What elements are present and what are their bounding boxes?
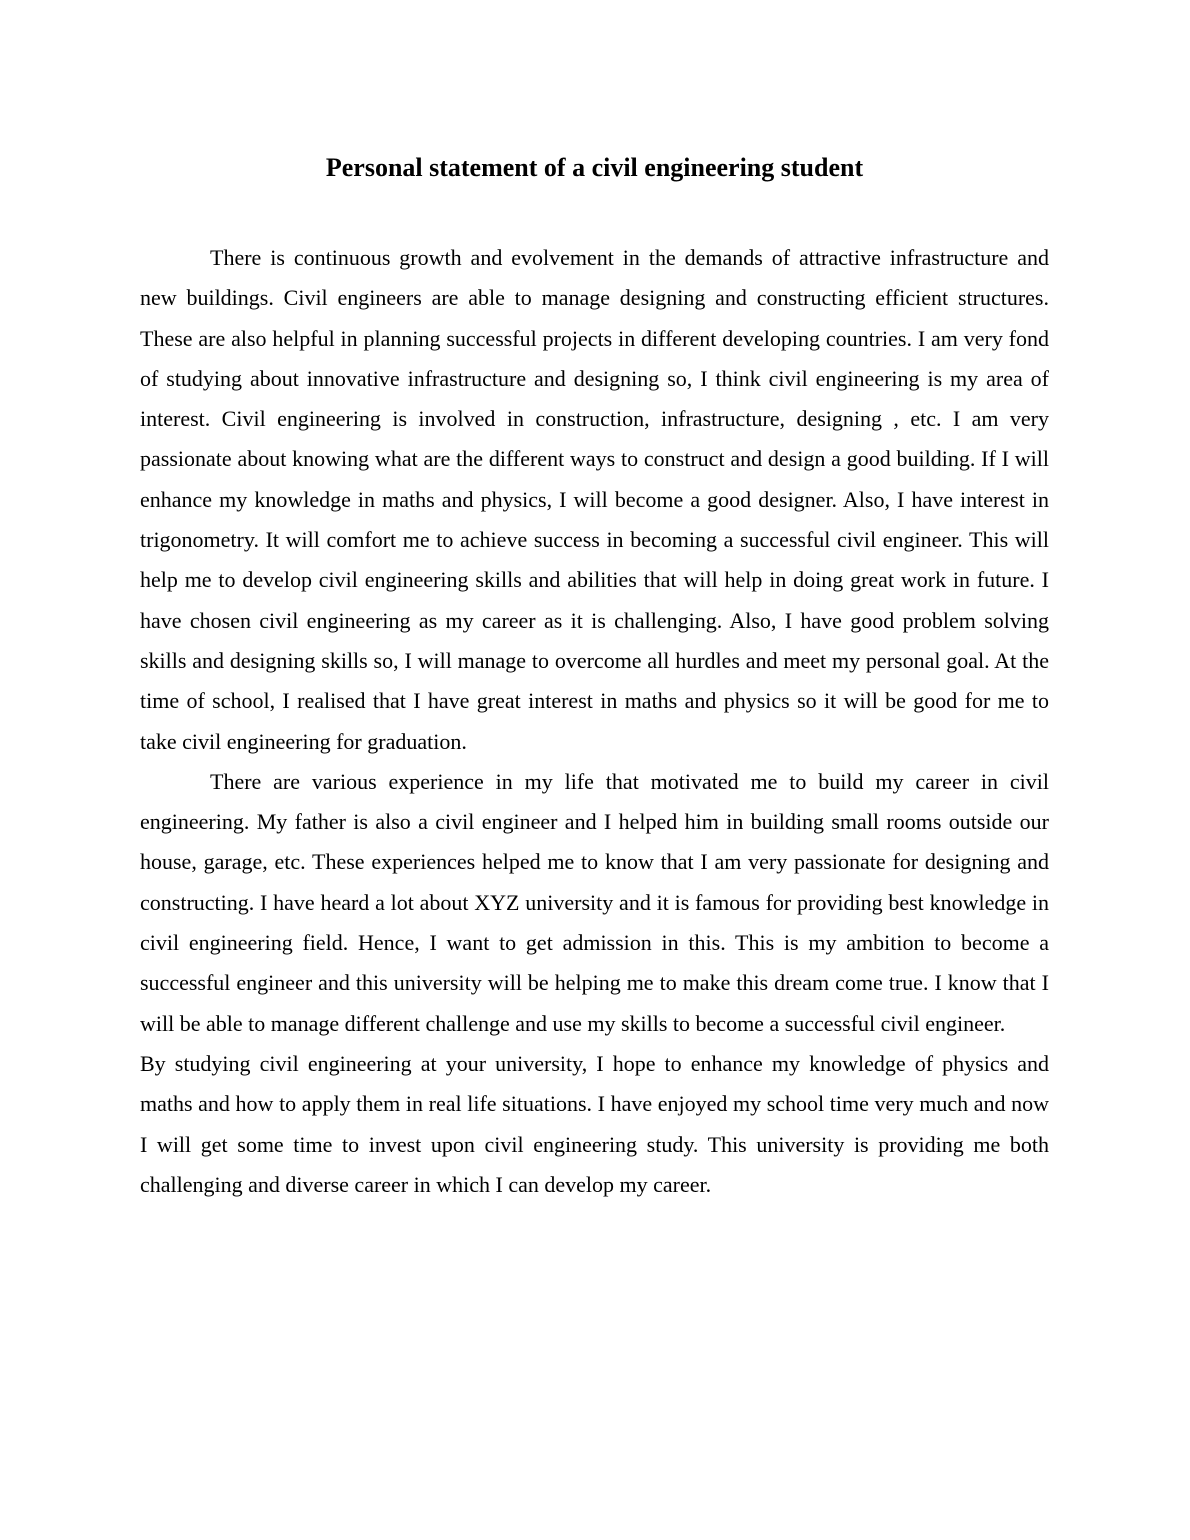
- document-title: Personal statement of a civil engineering student: [325, 153, 864, 182]
- paragraph-experience: There are various experience in my life that motivated me to build my career in civil engineering. My father is also a civil engineer and I helped him in building small rooms outside our house, garage, etc. These experiences helped me to know that I am very passionate for designing and constructing. I have heard a lot about XYZ university and it is famous for providing best knowledge in civil engineering field. Hence, I want to get admission in this. This is my ambition to become a successful engineer and this university will be helping me to make this dream come true. I know that I will be able to manage different challenge and use my skills to become a successful civil engineer.: [140, 768, 1049, 1036]
- document-body: [140, 238, 1049, 1205]
- paragraph-conclusion: By studying civil engineering at your university, I hope to enhance my knowledge of physics and maths and how to apply them in real life situations. I have enjoyed my school time very much and now I will get some time to invest upon civil engineering study. This university is providing me both challenging and diverse career in which I can develop my career.: [140, 1050, 1049, 1197]
- paragraph-introduction: There is continuous growth and evolvement in the demands of attractive infrastructure and new buildings. Civil engineers are able to manage designing and constructing efficient structures. These are also helpful in planning successful projects in different developing countries. I am very fond of studying about innovative infrastructure and designing so, I think civil engineering is my area of interest. Civil engineering is involved in construction, infrastructure, designing , etc. I am very passionate about knowing what are the different ways to construct and design a good building. If I will enhance my knowledge in maths and physics, I will become a good designer. Also, I have interest in trigonometry. It will comfort me to achieve success in becoming a successful civil engineer. This will help me to develop civil engineering skills and abilities that will help in doing great work in future. I have chosen civil engineering as my career as it is challenging. Also, I have good problem solving skills and designing skills so, I will manage to overcome all hurdles and meet my personal goal. At the time of school, I realised that I have great interest in maths and physics so it will be good for me to take civil engineering for graduation.: [140, 245, 1049, 754]
